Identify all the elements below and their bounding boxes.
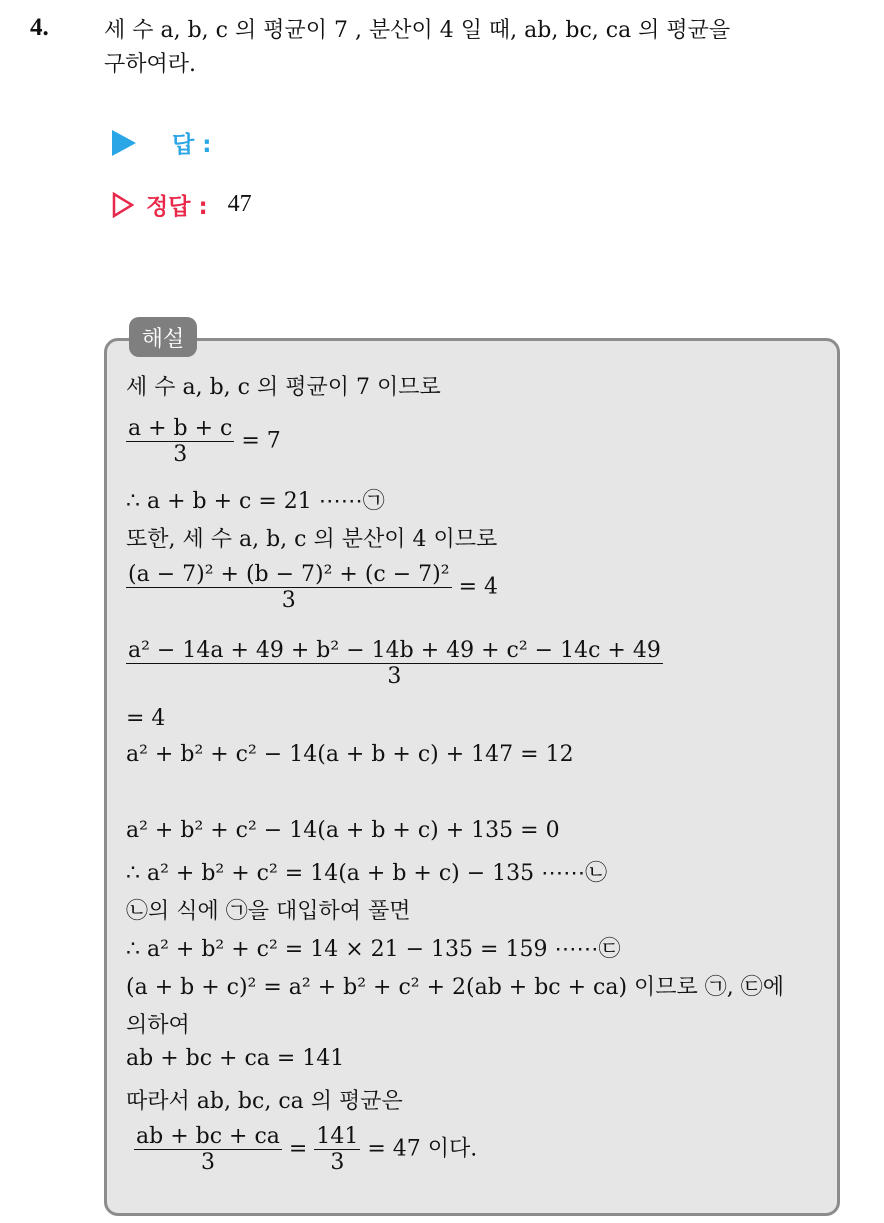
solution-fraction-3 (126, 638, 663, 689)
play-triangle-icon (112, 130, 136, 156)
solution-tag: 해설 (129, 317, 197, 357)
fraction-denominator: 3 (281, 588, 296, 613)
question-text-line1: 세 수 a, b, c 의 평균이 7 , 분산이 4 일 때, ab, bc, ca 의 평균을 (104, 18, 731, 43)
solution-line: ∴ a + b + c = 21 ⋯⋯㉠ (126, 489, 385, 514)
correct-answer-row (112, 188, 252, 221)
fraction-numerator: 141 (316, 1124, 359, 1149)
fraction-numerator: ab + bc + ca (136, 1124, 280, 1149)
answer-label: 답 : (172, 132, 212, 158)
solution-line: a² + b² + c² − 14(a + b + c) + 147 = 12 (126, 742, 574, 767)
solution-fraction-2 (126, 562, 498, 613)
solution-line: (a + b + c)² = a² + b² + c² + 2(ab + bc + ca) 이므로 ㉠, ㉢에 (126, 975, 785, 1000)
fraction-rhs: = 7 (241, 428, 281, 454)
question-text-line2: 구하여라. (104, 52, 197, 77)
solution-line: 세 수 a, b, c 의 평균이 7 이므로 (126, 375, 441, 400)
solution-fraction-4 (134, 1124, 477, 1175)
fraction-rhs: = 47 이다. (367, 1136, 478, 1162)
solution-line: 의하여 (126, 1013, 190, 1038)
fraction-numerator: a + b + c (128, 416, 233, 441)
fraction-equals: = (288, 1136, 308, 1162)
solution-line: ∴ a² + b² + c² = 14 × 21 − 135 = 159 ⋯⋯㉢ (126, 937, 621, 962)
correct-answer-value: 47 (227, 191, 252, 217)
fraction-denominator: 3 (173, 442, 188, 467)
fraction-rhs: = 4 (458, 574, 499, 600)
outline-triangle-icon (112, 192, 134, 218)
solution-line: ∴ a² + b² + c² = 14(a + b + c) − 135 ⋯⋯㉡ (126, 861, 608, 886)
fraction-denominator: 3 (330, 1150, 345, 1175)
fraction-numerator: a² − 14a + 49 + b² − 14b + 49 + c² − 14c + 49 (128, 638, 661, 663)
answer-row (112, 126, 211, 159)
solution-line: 또한, 세 수 a, b, c 의 분산이 4 이므로 (126, 527, 498, 552)
solution-line: ㉡의 식에 ㉠을 대입하여 풀면 (126, 899, 411, 924)
fraction-numerator: (a − 7)² + (b − 7)² + (c − 7)² (128, 562, 450, 587)
solution-line: = 4 (126, 706, 166, 731)
question-number: 4. (30, 14, 49, 41)
solution-fraction-1 (126, 416, 281, 467)
fraction-denominator: 3 (200, 1150, 215, 1175)
correct-answer-label: 정답 : (146, 194, 208, 220)
solution-line: a² + b² + c² − 14(a + b + c) + 135 = 0 (126, 818, 560, 843)
solution-line: ab + bc + ca = 141 (126, 1046, 345, 1071)
question-text (104, 14, 864, 82)
solution-line: 따라서 ab, bc, ca 의 평균은 (126, 1089, 403, 1114)
fraction-denominator: 3 (387, 664, 402, 689)
